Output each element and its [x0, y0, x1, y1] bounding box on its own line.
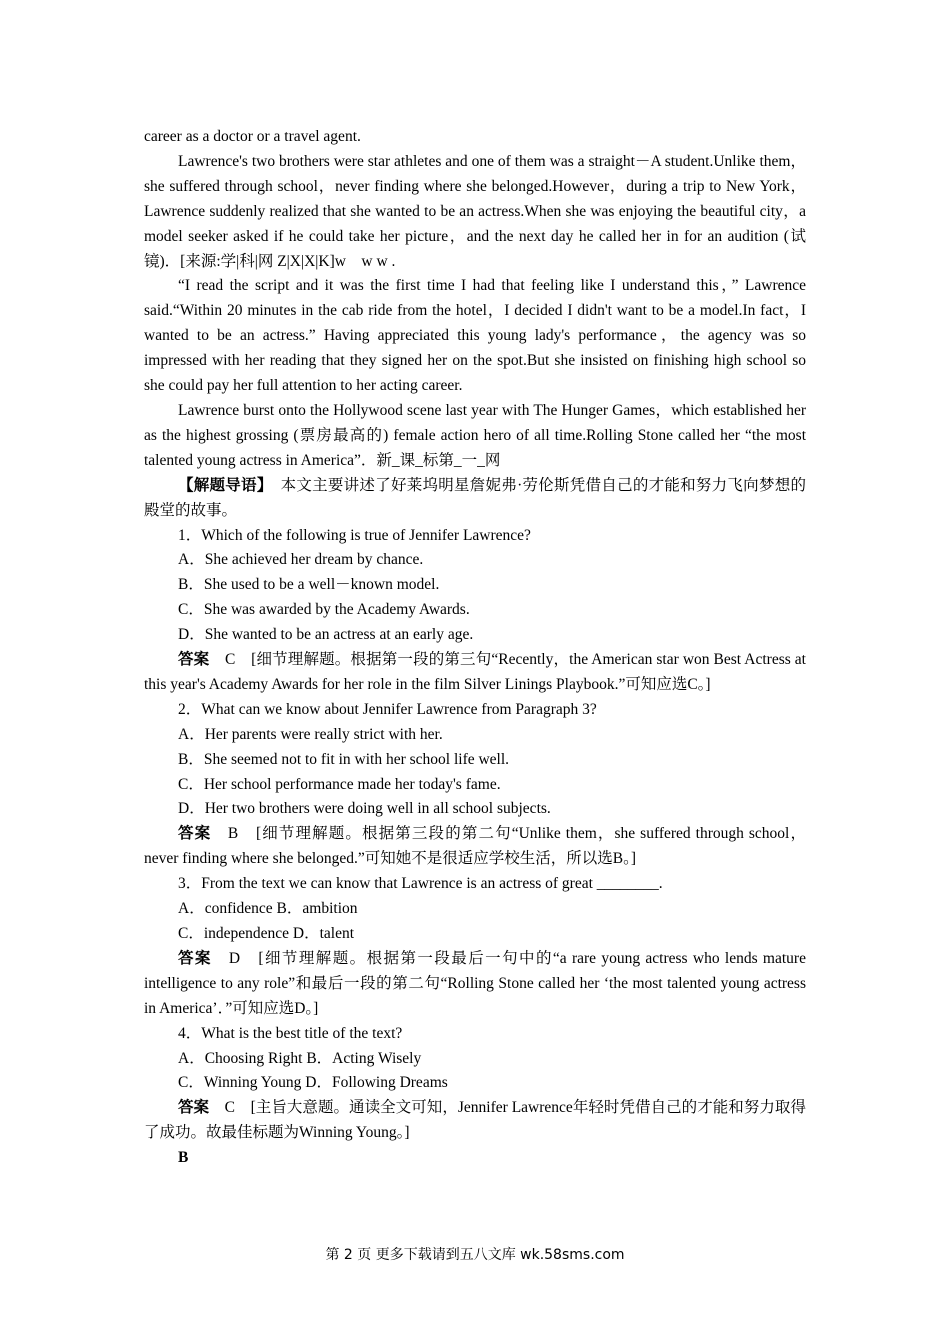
section-heading: B: [178, 1149, 189, 1167]
question-option: C．She was awarded by the Academy Awards.: [178, 601, 470, 619]
question-stem: 4．What is the best title of the text?: [178, 1024, 403, 1042]
question-option: B．She used to be a well－known model.: [178, 576, 440, 594]
question-option: D．Her two brothers were doing well in all school subjects.: [178, 800, 551, 818]
answer-explanation: [144, 947, 806, 1022]
passage-paragraph: “I read the script and it was the first time I had that feeling like I understand this，” Lawrence said.“Within 20 minutes in the cab ride from the hotel，I decided I didn't want to be a model.In fact，I wanted to be an actress.” Having appreciated this young lady's performance，the agency was so impressed with her reading that they signed her on the spot.But she insisted on finishing high school so she could pay her full attention to her acting career.: [144, 277, 806, 395]
answer-label: 答案: [178, 825, 212, 843]
answer-explanation: [144, 822, 806, 872]
answer-label: 答案: [178, 1099, 210, 1117]
page-footer: 第 2 页 更多下载请到五八文库 wk.58sms.com: [325, 1247, 625, 1263]
answer-text: D [细节理解题。根据第一段最后一句中的“a rare young actress who lends mature intelligence to any role”和最后一段的第二句“Rolling Stone called her ‘the most talented young actress in America’．”可知应选D。]: [144, 949, 806, 1017]
question-option: B．She seemed not to fit in with her school life well.: [178, 750, 510, 768]
passage-paragraph: career as a doctor or a travel agent.: [144, 128, 361, 145]
question-stem: 3．From the text we can know that Lawrence is an actress of great ________.: [178, 875, 663, 893]
question-option: A．confidence B．ambition: [178, 900, 358, 918]
passage-paragraph: Lawrence's two brothers were star athletes and one of them was a straight－A student.Unlike them，she suffered through school，never finding where she belonged.However，during a trip to New York，Lawrence suddenly realized that she wanted to be an actress.When she was enjoying the beautiful city，a model seeker asked if he could take her picture，and the next day he called her in for an audition (试镜)．[来源:学|科|网 Z|X|X|K]w w w .: [144, 152, 806, 270]
answer-explanation: [144, 1096, 806, 1146]
question-option: A．She achieved her dream by chance.: [178, 551, 424, 569]
question-option: C．Winning Young D．Following Dreams: [178, 1074, 448, 1092]
answer-explanation: [144, 648, 806, 698]
question-option: C．Her school performance made her today's fame.: [178, 775, 501, 793]
question-stem: 1．Which of the following is true of Jennifer Lawrence?: [178, 526, 531, 544]
reading-guide: [144, 474, 806, 524]
question-option: C．independence D．talent: [178, 925, 355, 942]
reading-guide-text: 本文主要讲述了好莱坞明星詹妮弗·劳伦斯凭借自己的才能和努力飞向梦想的殿堂的故事。: [144, 476, 806, 519]
reading-guide-label: 【解题导语】: [178, 476, 265, 494]
question-option: A．Choosing Right B．Acting Wisely: [178, 1049, 422, 1067]
document-page: [144, 125, 806, 1171]
answer-text: C [细节理解题。根据第一段的第三句“Recently，the American star won Best Actress at this year's Academy Awards for her role in the film Silver Linings Playbook.”可知应选C。]: [144, 651, 806, 693]
question-stem: 2．What can we know about Jennifer Lawrence from Paragraph 3?: [178, 700, 597, 718]
answer-text: B [细节理解题。根据第三段的第二句“Unlike them，she suffered through school，never finding where she belonged.”可知她不是很适应学校生活，所以选B。]: [144, 825, 806, 868]
answer-text: C [主旨大意题。通读全文可知，Jennifer Lawrence年轻时凭借自己的才能和努力取得了成功。故最佳标题为Winning Young。]: [144, 1099, 806, 1142]
answer-label: 答案: [178, 651, 210, 669]
answer-label: 答案: [178, 949, 212, 967]
question-option: A．Her parents were really strict with her.: [178, 725, 443, 743]
question-option: D．She wanted to be an actress at an early age.: [178, 626, 474, 644]
passage-paragraph: Lawrence burst onto the Hollywood scene last year with The Hunger Games，which established her as the highest grossing (票房最高的) female action hero of all time.Rolling Stone called her “the most talented young actress in America”．新_课_标第_一_网: [144, 401, 806, 469]
